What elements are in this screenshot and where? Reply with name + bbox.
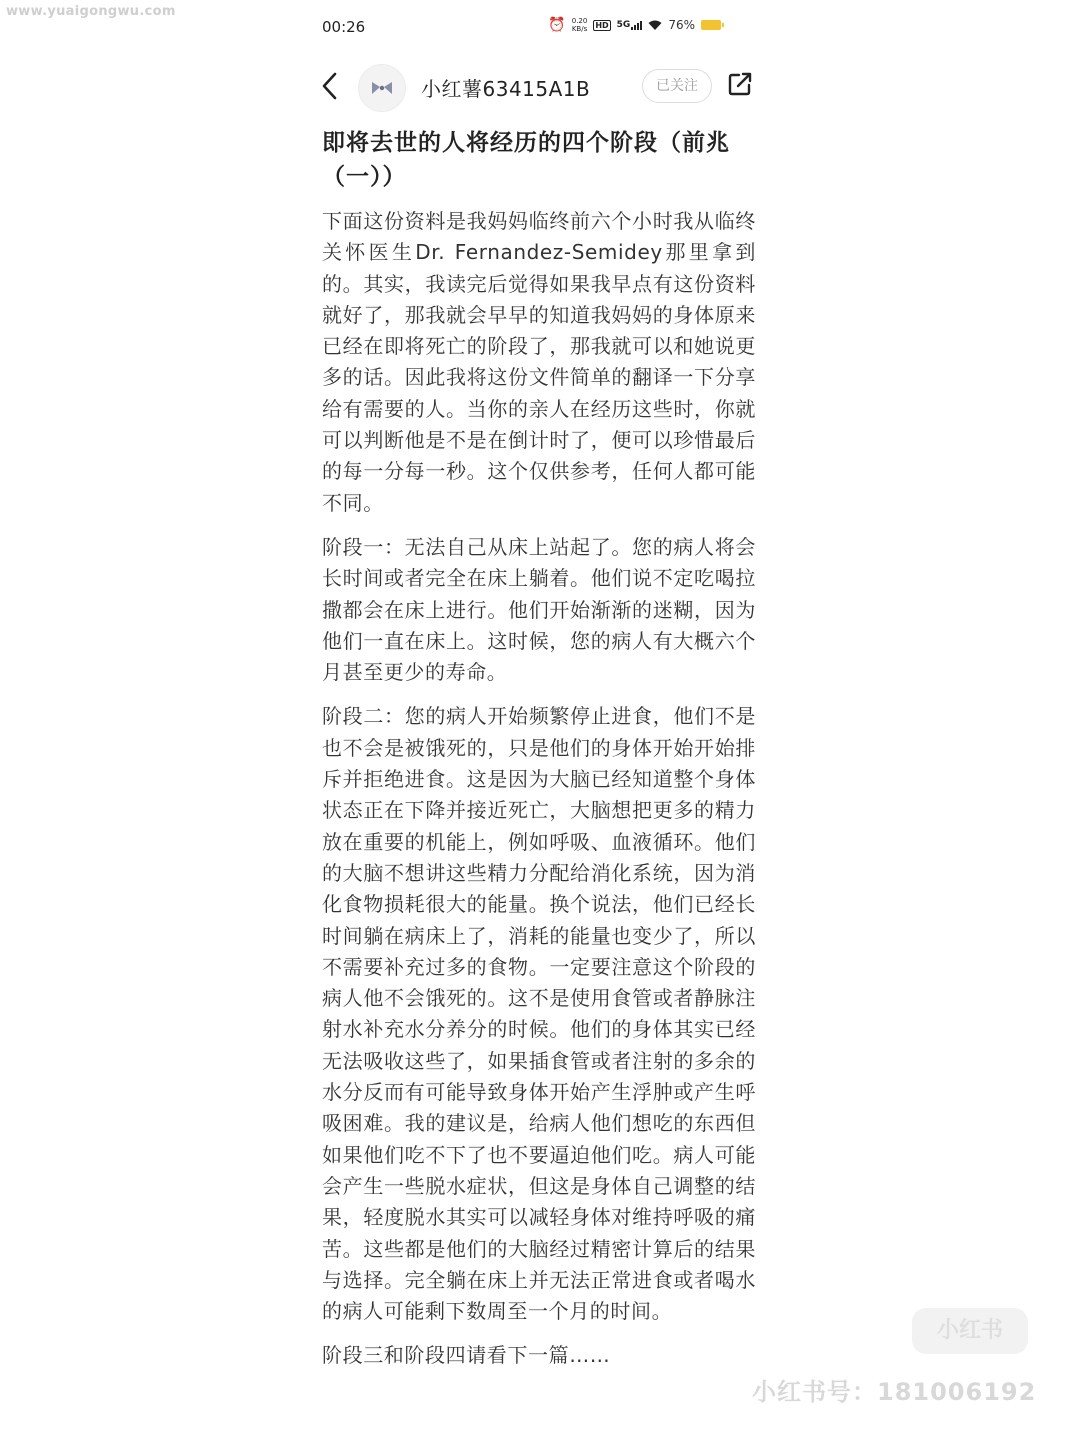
phone-screen [308, 0, 763, 1439]
status-bar [308, 14, 763, 40]
follow-button[interactable]: 已关注 [642, 69, 712, 103]
site-watermark: www.yuaigongwu.com [6, 4, 176, 19]
account-id-watermark: 小红书号：181006192 [752, 1378, 1037, 1406]
status-time: 00:26 [322, 18, 366, 36]
bowtie-icon [370, 80, 394, 96]
hd-icon: HD [595, 20, 609, 30]
share-icon[interactable] [726, 70, 754, 98]
status-icons [548, 17, 721, 33]
paragraph-stage-one: 阶段一：无法自己从床上站起了。您的病人将会长时间或者完全在床上躺着。他们说不定吃喝拉撒都会在床上进行。他们开始渐渐的迷糊，因为他们一直在床上。这时候，您的病人有大概六个月甚至更少的寿命。 [322, 534, 756, 685]
note-title: 即将去世的人将经历的四个阶段（前兆（一）） [322, 130, 730, 190]
network-speed-value: 0.20 [571, 17, 588, 25]
battery-icon [701, 20, 721, 30]
xiaohongshu-logo-watermark: 小红书 [912, 1308, 1028, 1354]
back-button[interactable] [318, 70, 342, 102]
battery-percent: 76% [668, 18, 695, 32]
avatar[interactable] [358, 64, 406, 112]
paragraph-intro: 下面这份资料是我妈妈临终前六个小时我从临终关怀医生Dr. Fernandez-Semidey那里拿到的。其实，我读完后觉得如果我早点有这份资料就好了，那我就会早早的知道我妈妈的身体原来已经在即将死亡的阶段了，那我就可以和她说更多的话。因此我将这份文件简单的翻译一下分享给有需要的人。当你的亲人在经历这些时，你就可以判断他是不是在倒计时了，便可以珍惜最后的每一分每一秒。这个仅供参考，任何人都可能不同。 [322, 209, 756, 515]
alarm-icon: ⏰ [548, 17, 566, 33]
network-speed-unit: KB/s [571, 25, 588, 33]
username[interactable]: 小红薯63415A1B [421, 77, 591, 101]
signal-icon [617, 20, 643, 30]
nav-bar [308, 64, 763, 108]
paragraph-stage-two: 阶段二：您的病人开始频繁停止进食，他们不是也不会是被饿死的，只是他们的身体开始开始排斥并拒绝进食。这是因为大脑已经知道整个身体状态正在下降并接近死亡，大脑想把更多的精力放在重要的机能上，例如呼吸、血液循环。他们的大脑不想讲这些精力分配给消化系统，因为消化食物损耗很大的能量。换个说法，他们已经长时间躺在病床上了，消耗的能量也变少了，所以不需要补充过多的食物。一定要注意这个阶段的病人他不会饿死的。这不是使用食管或者静脉注射水补充水分养分的时候。他们的身体其实已经无法吸收这些了，如果插食管或者注射的多余的水分反而有可能导致身体开始产生浮肿或产生呼吸困难。我的建议是，给病人他们想吃的东西但如果他们吃不下了也不要逼迫他们吃。病人可能会产生一些脱水症状，但这是身体自己调整的结果，轻度脱水其实可以减轻身体对维持呼吸的痛苦。这些都是他们的大脑经过精密计算后的结果与选择。完全躺在床上并无法正常进食或者喝水的病人可能剩下数周至一个月的时间。 [322, 704, 756, 1324]
network-type: 5G [616, 20, 631, 30]
note-content [322, 126, 756, 1385]
network-speed [572, 17, 588, 33]
paragraph-continued: 阶段三和阶段四请看下一篇…… [322, 1343, 611, 1368]
wifi-icon [648, 20, 662, 30]
